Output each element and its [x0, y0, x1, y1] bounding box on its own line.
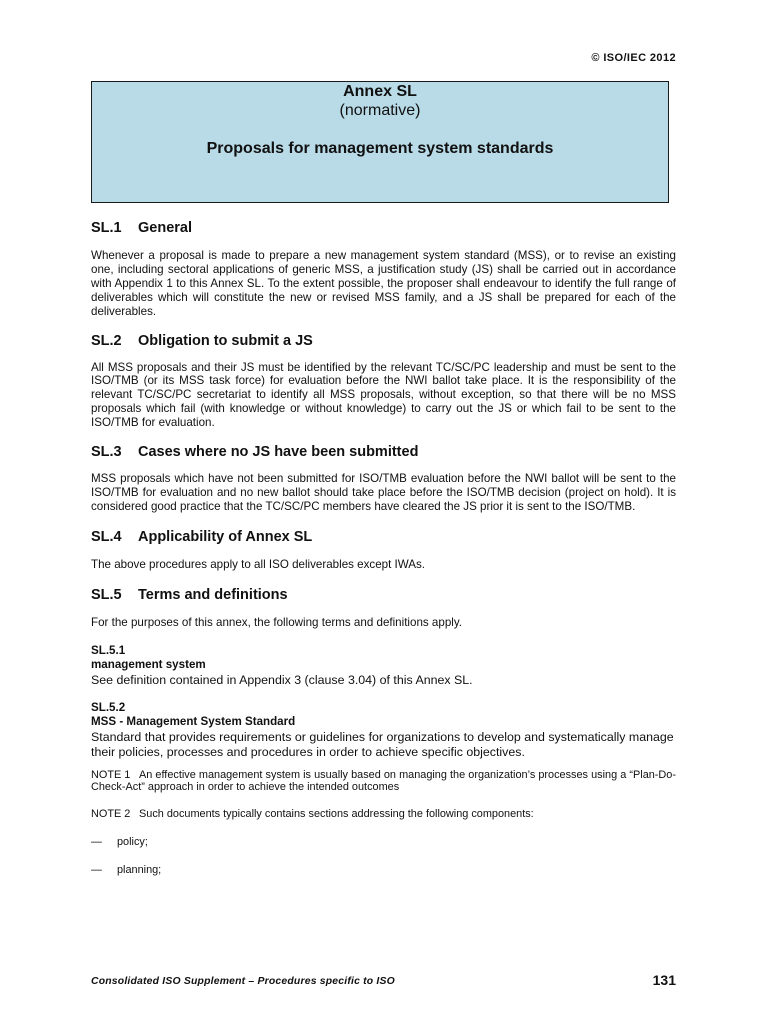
document-body: [91, 219, 676, 877]
section-heading-sl3: SL.3 Cases where no JS have been submitted: [91, 444, 419, 461]
list-item-policy: — policy;: [91, 836, 148, 849]
section-body-sl3: MSS proposals which have not been submitted for ISO/TMB evaluation before the NWI ballot will be sent to the ISO/TMB for evaluation and no new ballot should take place before the ISO/TMB decision (project on hold). It is considered good practice that the TC/SC/PC members have cleared the JS prior it is sent to the ISO/TMB.: [91, 472, 676, 513]
annex-title: Annex SL: [343, 83, 417, 100]
note-1: NOTE 1 An effective management system is usually based on managing the organization’s processes using a “Plan-Do-Check-Act” approach in order to achieve the intended outcomes: [91, 768, 676, 794]
section-body-sl1: Whenever a proposal is made to prepare a new management system standard (MSS), or to revise an existing one, including sectoral applications of generic MSS, a justification study (JS) shall be carried out in accordance with Appendix 1 to this Annex SL. To the extent possible, the proposer shall endeavour to identify the full range of deliverables which will constitute the new or revised MSS family, and a JS shall be prepared for each of the deliverables.: [91, 249, 676, 318]
section-heading-sl4: SL.4 Applicability of Annex SL: [91, 528, 313, 545]
section-body-sl2: All MSS proposals and their JS must be identified by the relevant TC/SC/PC leadership and must be sent to the ISO/TMB (or its MSS task force) for evaluation before the NWI ballot take place. It is the responsibility of the relevant TC/SC/PC secretariat to identify all MSS proposals, without exception, so that there will be no MSS proposals which fail (with knowledge or without knowledge) to carry out the JS or which fail to be sent to the ISO/TMB for evaluation.: [91, 360, 676, 430]
section-body-sl5: For the purposes of this annex, the following terms and definitions apply.: [91, 615, 462, 629]
annex-box: [91, 81, 669, 203]
section-body-sl4: The above procedures apply to all ISO deliverables except IWAs.: [91, 557, 426, 571]
section-heading-sl5: SL.5 Terms and definitions: [91, 586, 288, 603]
term-sl-5-1: SL.5.1 management system See definition contained in Appendix 3 (clause 3.04) of this Annex SL.: [91, 643, 473, 687]
section-heading-sl1: SL.1 General: [91, 220, 192, 236]
footer-title: Consolidated ISO Supplement – Procedures specific to ISO: [91, 976, 395, 987]
page-number: 131: [652, 972, 676, 988]
note-2: NOTE 2 Such documents typically contains sections addressing the following components:: [91, 807, 534, 820]
copyright-label: © ISO/IEC 2012: [591, 52, 676, 64]
list-item-planning: — planning;: [91, 863, 162, 876]
section-heading-sl2: SL.2 Obligation to submit a JS: [91, 332, 313, 349]
term-sl-5-2: SL.5.2 MSS - Management System Standard Standard that provides requirements or guidelines for organizations to develop and systematically manage their policies, processes and procedures in order to achieve specific objectives.: [91, 700, 674, 759]
annex-heading: Proposals for management system standards: [206, 140, 554, 157]
annex-subtitle: (normative): [339, 102, 421, 119]
